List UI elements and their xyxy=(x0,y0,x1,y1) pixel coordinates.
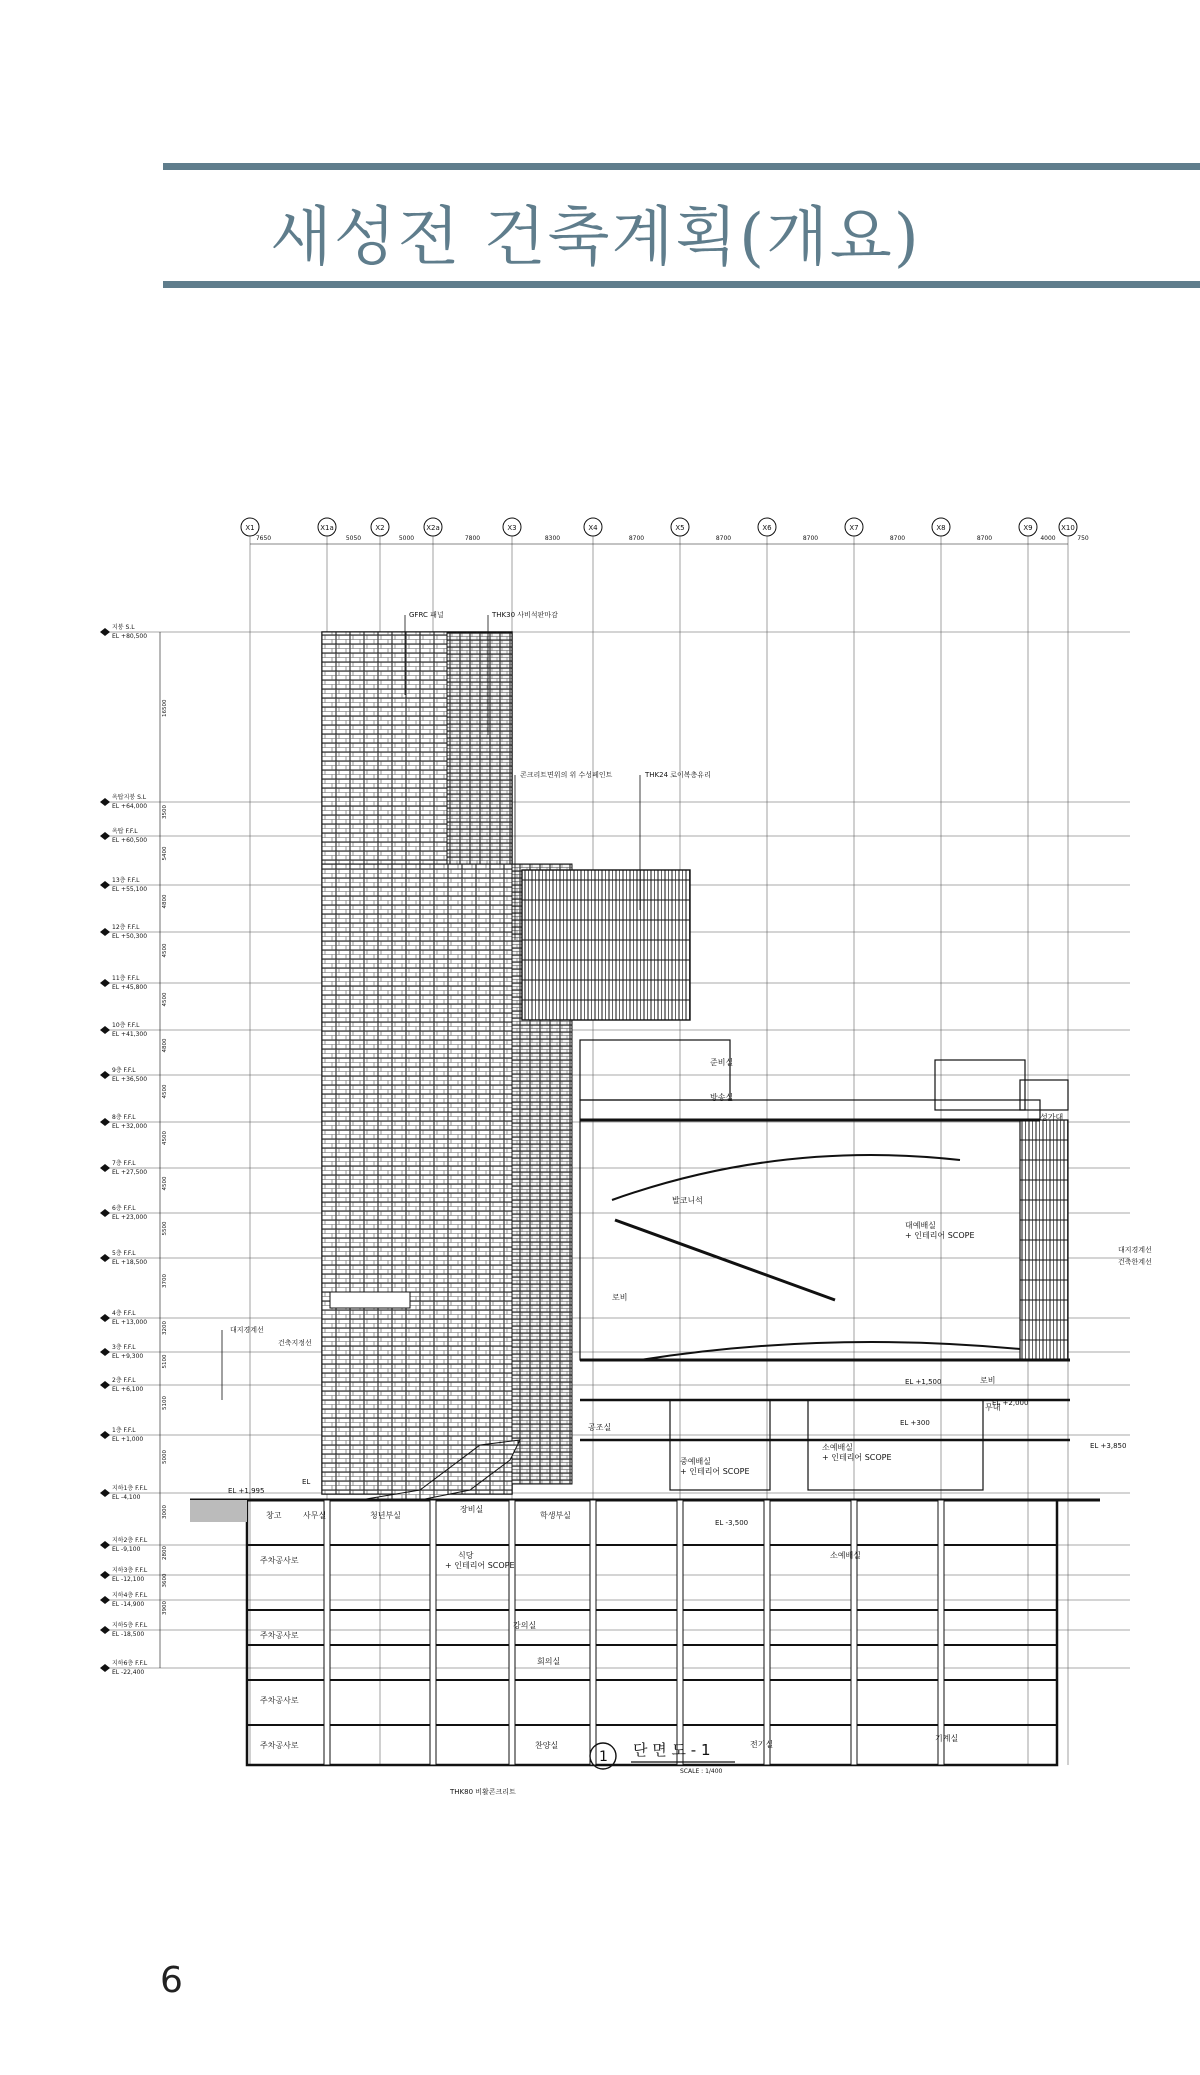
span-dimension: 8700 xyxy=(976,535,993,542)
level-elevation: EL +9,300 xyxy=(112,1353,144,1360)
span-dimension: 750 xyxy=(1077,535,1089,542)
level-dimension: 3700 xyxy=(162,1274,168,1288)
grid-label: X6 xyxy=(762,524,772,532)
grid-label: X5 xyxy=(675,524,685,532)
level-marker xyxy=(100,628,110,636)
span-dimension: 8700 xyxy=(628,535,645,542)
level-marker xyxy=(100,979,110,987)
level-name: 4층 F.F.L xyxy=(112,1310,136,1317)
basement-column xyxy=(324,1500,330,1765)
level-elevation: EL -9,100 xyxy=(112,1546,141,1553)
room-control: 방송실 xyxy=(710,1093,734,1102)
room-parking-2: 주차공사로 xyxy=(260,1631,299,1640)
basement-column xyxy=(851,1500,857,1765)
level-marker xyxy=(100,1314,110,1322)
level-dimension: 2800 xyxy=(162,1546,168,1560)
span-dimension: 8700 xyxy=(715,535,732,542)
level-elevation: EL +41,300 xyxy=(112,1031,148,1038)
note-concrete: 콘크리트면위의 위 수성페인트 xyxy=(520,771,613,779)
room-lecture: 강의실 xyxy=(513,1621,537,1630)
room-chapel-sub: + 인테리어 SCOPE xyxy=(822,1453,892,1462)
grid-label: X10 xyxy=(1061,524,1075,532)
glass-curtain xyxy=(522,870,690,1020)
room-cafeteria: 식당 xyxy=(458,1551,474,1560)
level-dimension: 4800 xyxy=(162,894,168,909)
level-elevation: EL +60,500 xyxy=(112,837,148,844)
level-elevation: EL +18,500 xyxy=(112,1259,148,1266)
level-dimension: 3000 xyxy=(162,1505,168,1519)
level-dimension: 3500 xyxy=(162,805,168,819)
room-main-hall: 대예배실 xyxy=(905,1221,936,1230)
room-study: 학생부실 xyxy=(540,1511,571,1520)
grid-levels xyxy=(100,623,1130,1676)
grid-label: X8 xyxy=(936,524,946,532)
room-lobby: 로비 xyxy=(612,1293,628,1302)
level-name: 5층 F.F.L xyxy=(112,1250,136,1257)
level-dimension: 5000 xyxy=(162,1450,168,1464)
tower xyxy=(322,632,572,1494)
level-elevation: EL -4,100 xyxy=(112,1494,141,1501)
note-gfrc: GFRC 패널 xyxy=(409,611,444,619)
room-mech: 기계실 xyxy=(935,1734,959,1743)
room-small-hall-sub: + 인테리어 SCOPE xyxy=(680,1467,750,1476)
level-elevation: EL +32,000 xyxy=(112,1123,148,1130)
curtain-wall xyxy=(522,870,690,1020)
span-dimension: 4000 xyxy=(1040,535,1056,542)
room-elec: 전기실 xyxy=(750,1740,774,1749)
level-marker xyxy=(100,1571,110,1579)
page-number: 6 xyxy=(160,1960,183,2001)
upper-rooms xyxy=(580,1040,730,1100)
el-f2: EL +1,500 xyxy=(905,1378,942,1386)
level-dimension: 5400 xyxy=(162,846,168,861)
level-name: 2층 F.F.L xyxy=(112,1377,136,1384)
room-lobby-2: 로비 xyxy=(980,1376,996,1385)
level-marker xyxy=(100,881,110,889)
level-name: 12층 F.F.L xyxy=(112,924,140,931)
level-name: 옥탑 F.F.L xyxy=(112,828,138,835)
room-cafeteria-sub: + 인테리어 SCOPE xyxy=(445,1561,515,1570)
level-name: 9층 F.F.L xyxy=(112,1067,136,1074)
stone-cladding xyxy=(447,632,512,864)
note-site-boundary-right: 대지경계선 xyxy=(1118,1246,1152,1254)
room-parking-3: 주차공사로 xyxy=(260,1696,299,1705)
level-name: 옥탑지붕 S.L xyxy=(112,794,147,801)
note-building-line-right: 건축한계선 xyxy=(1118,1258,1152,1266)
span-dimension: 8700 xyxy=(889,535,906,542)
level-marker xyxy=(100,928,110,936)
level-dimension: 3200 xyxy=(162,1321,168,1335)
level-marker xyxy=(100,1664,110,1672)
caption-scale: SCALE : 1/400 xyxy=(680,1768,723,1775)
section-drawing xyxy=(0,500,1200,1796)
balcony-slope xyxy=(615,1220,835,1300)
roof-box xyxy=(935,1060,1025,1110)
span-dimension: 7800 xyxy=(464,535,481,542)
level-marker xyxy=(100,1348,110,1356)
level-name: 11층 F.F.L xyxy=(112,975,140,982)
level-dimension: 5500 xyxy=(162,1221,168,1236)
level-elevation: EL -12,100 xyxy=(112,1576,145,1583)
level-name: 7층 F.F.L xyxy=(112,1160,136,1167)
room-small-hall: 중예배실 xyxy=(680,1457,711,1466)
level-elevation: EL +1,000 xyxy=(112,1436,144,1443)
level-dimension: 4800 xyxy=(162,1038,168,1053)
note-thk80: THK80 비활콘크리트 xyxy=(450,1788,516,1796)
level-marker xyxy=(100,1489,110,1497)
level-dimension: 5100 xyxy=(162,1354,168,1369)
room-util: 공조실 xyxy=(588,1423,612,1432)
room-prep: 준비실 xyxy=(710,1058,734,1067)
el-short: EL xyxy=(302,1478,311,1486)
hall-glass xyxy=(1020,1120,1068,1360)
level-marker xyxy=(100,798,110,806)
level-dimension: 4500 xyxy=(162,1176,168,1191)
room-parking-1: 주차공사로 xyxy=(260,1556,299,1565)
grid-label: X7 xyxy=(849,524,859,532)
span-dimension: 8300 xyxy=(544,535,561,542)
room-balcony: 발코니석 xyxy=(672,1196,703,1205)
basement-column xyxy=(938,1500,944,1765)
basement-column xyxy=(590,1500,596,1765)
grid-label: X2a xyxy=(426,524,440,532)
ground-fill xyxy=(190,1500,247,1522)
grid-label: X1a xyxy=(320,524,334,532)
tower-window xyxy=(330,1292,410,1308)
level-marker xyxy=(100,1254,110,1262)
span-dimension: 7650 xyxy=(255,535,272,542)
room-stage: 무대 xyxy=(985,1403,1001,1412)
level-dimension: 5100 xyxy=(162,1396,168,1410)
basement-column xyxy=(509,1500,515,1765)
level-name: 지하6층 F.F.L xyxy=(112,1660,148,1667)
basement xyxy=(190,1500,1100,1765)
page-title: 새성전 건축계획(개요) xyxy=(270,201,921,275)
level-marker xyxy=(100,1209,110,1217)
room-chapel: 소예배실 xyxy=(822,1443,853,1452)
note-thk30: THK30 사비석판마감 xyxy=(492,611,558,619)
drawing-caption xyxy=(590,1741,735,1775)
el-ground: EL +1,995 xyxy=(228,1487,265,1495)
level-name: 8층 F.F.L xyxy=(112,1114,136,1121)
grid-label: X9 xyxy=(1023,524,1033,532)
grid-label: X2 xyxy=(375,524,385,532)
level-dimension: 4500 xyxy=(162,1131,168,1145)
grid-label: X3 xyxy=(507,524,517,532)
level-elevation: EL -18,500 xyxy=(112,1631,145,1638)
note-thk24: THK24 로이복층유리 xyxy=(645,771,711,779)
level-elevation: EL +6,100 xyxy=(112,1386,144,1393)
level-elevation: EL +36,500 xyxy=(112,1076,148,1083)
room-youth: 청년부실 xyxy=(370,1511,401,1520)
level-marker xyxy=(100,1026,110,1034)
level-dimension: 3600 xyxy=(162,1573,168,1588)
level-name: 6층 F.F.L xyxy=(112,1205,136,1212)
level-marker xyxy=(100,1071,110,1079)
title-rule-bottom xyxy=(163,281,1200,288)
grid-label: X1 xyxy=(245,524,255,532)
level-elevation: EL +50,300 xyxy=(112,933,148,940)
basement-column xyxy=(430,1500,436,1765)
level-elevation: EL +80,500 xyxy=(112,633,148,640)
tower-lower-facade xyxy=(322,864,512,1494)
hall-body xyxy=(580,1040,1070,1490)
level-elevation: EL +13,000 xyxy=(112,1319,148,1326)
level-elevation: EL -22,400 xyxy=(112,1669,145,1676)
level-name: 13층 F.F.L xyxy=(112,877,140,884)
level-dimension: 4500 xyxy=(162,992,168,1007)
ceiling-curve xyxy=(612,1155,960,1200)
room-office: 사무실 xyxy=(303,1511,327,1520)
span-dimension: 5050 xyxy=(345,535,362,542)
note-building-line: 건축지정선 xyxy=(278,1339,312,1347)
level-elevation: EL +27,500 xyxy=(112,1169,148,1176)
span-dimension: 8700 xyxy=(802,535,819,542)
el-f2b: EL +2,000 xyxy=(992,1399,1029,1407)
level-name: 지하4층 F.F.L xyxy=(112,1592,148,1599)
main-hall-box xyxy=(580,1100,1040,1360)
room-meeting: 회의실 xyxy=(537,1657,561,1666)
level-elevation: EL -14,900 xyxy=(112,1601,145,1608)
level-elevation: EL +64,000 xyxy=(112,803,148,810)
room-storage: 창고 xyxy=(266,1511,282,1520)
level-marker xyxy=(100,1431,110,1439)
level-dimension: 3900 xyxy=(162,1601,168,1615)
room-equipment: 장비실 xyxy=(460,1505,484,1514)
level-name: 10층 F.F.L xyxy=(112,1022,140,1029)
level-marker xyxy=(100,832,110,840)
room-main-hall-b: 소예배실 xyxy=(830,1551,861,1560)
level-marker xyxy=(100,1541,110,1549)
el-f1: EL +300 xyxy=(900,1419,930,1427)
level-name: 1층 F.F.L xyxy=(112,1427,136,1434)
room-praise: 찬양실 xyxy=(535,1741,559,1750)
hall-floor-slope xyxy=(640,1342,1030,1360)
basement-column xyxy=(677,1500,683,1765)
note-site-boundary: 대지경계선 xyxy=(230,1326,264,1334)
el-right: EL +3,850 xyxy=(1090,1442,1127,1450)
level-dimension: 4500 xyxy=(162,1084,168,1099)
small-hall-box xyxy=(670,1400,770,1490)
gfrc-panel xyxy=(322,632,447,864)
room-parking-4: 주차공사로 xyxy=(260,1741,299,1750)
level-dimension: 4500 xyxy=(162,943,168,958)
level-marker xyxy=(100,1164,110,1172)
level-name: 지하5층 F.F.L xyxy=(112,1622,148,1629)
level-marker xyxy=(100,1118,110,1126)
level-name: 3층 F.F.L xyxy=(112,1344,136,1351)
level-marker xyxy=(100,1626,110,1634)
grid-label: X4 xyxy=(588,524,598,532)
level-name: 지하3층 F.F.L xyxy=(112,1567,148,1574)
roof-box-2 xyxy=(1020,1080,1068,1110)
level-dimension: 16500 xyxy=(162,699,168,717)
level-marker xyxy=(100,1381,110,1389)
level-marker xyxy=(100,1596,110,1604)
level-name: 지붕 S.L xyxy=(112,624,135,631)
level-elevation: EL +45,800 xyxy=(112,984,148,991)
caption-number: 1 xyxy=(599,1749,608,1765)
level-elevation: EL +55,100 xyxy=(112,886,148,893)
room-choir: 성가대 xyxy=(1040,1113,1064,1122)
span-dimension: 5000 xyxy=(398,535,415,542)
level-elevation: EL +23,000 xyxy=(112,1214,148,1221)
level-name: 지하2층 F.F.L xyxy=(112,1537,148,1544)
room-main-hall-sub: + 인테리어 SCOPE xyxy=(905,1231,975,1240)
caption-title: 단 면 도 - 1 xyxy=(633,1741,711,1759)
el-b1: EL -3,500 xyxy=(715,1519,749,1527)
level-name: 지하1층 F.F.L xyxy=(112,1485,148,1492)
title-rule-top xyxy=(163,163,1200,170)
basement-column xyxy=(764,1500,770,1765)
